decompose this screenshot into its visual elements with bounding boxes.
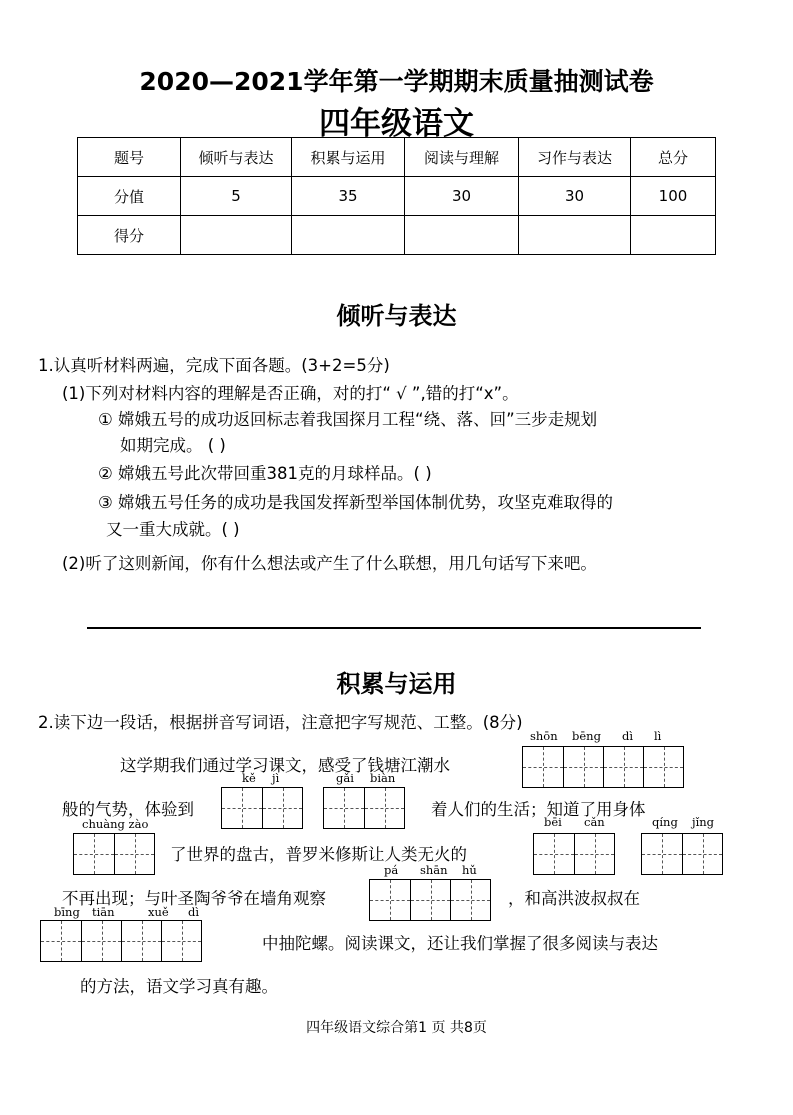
paragraph-line-4b: ，和高洪波叔叔在 bbox=[508, 889, 640, 908]
page-footer: 四年级语文综合第1 页 共8页 bbox=[306, 1020, 487, 1036]
paragraph-line-2b: 着人们的生活；知道了用身体 bbox=[431, 800, 646, 819]
score-entry-cell[interactable] bbox=[405, 216, 519, 255]
writing-cell[interactable] bbox=[81, 921, 121, 961]
writing-grid[interactable] bbox=[73, 833, 155, 875]
score-table-value-row bbox=[78, 177, 716, 216]
writing-cell[interactable] bbox=[643, 747, 683, 787]
table-cell: 5 bbox=[181, 177, 292, 216]
pinyin: pá bbox=[384, 863, 399, 877]
writing-cell[interactable] bbox=[642, 834, 682, 874]
paragraph-line-3: 了世界的盘古，普罗米修斯让人类无火的 bbox=[170, 845, 467, 864]
writing-cell[interactable] bbox=[450, 880, 490, 920]
pinyin: shōn bbox=[530, 729, 558, 743]
writing-cell[interactable] bbox=[523, 747, 563, 787]
question-1-2: (2)听了这则新闻，你有什么想法或产生了什么联想，用几句话写下来吧。 bbox=[62, 554, 597, 573]
item-1-line-2: 如期完成。 ( ) bbox=[120, 436, 226, 455]
table-cell: 35 bbox=[292, 177, 405, 216]
pinyin: jǐng bbox=[692, 815, 715, 829]
writing-cell[interactable] bbox=[682, 834, 722, 874]
score-table-header-row bbox=[78, 138, 716, 177]
writing-grid[interactable] bbox=[40, 920, 202, 962]
table-cell: 题号 bbox=[78, 138, 181, 177]
table-cell: 30 bbox=[519, 177, 631, 216]
score-table bbox=[77, 137, 716, 255]
writing-grid[interactable] bbox=[533, 833, 615, 875]
writing-cell[interactable] bbox=[222, 788, 262, 828]
paragraph-line-6: 的方法，语文学习真有趣。 bbox=[80, 977, 278, 996]
item-3-line-2: 又一重大成就。( ) bbox=[106, 520, 240, 539]
table-cell: 得分 bbox=[78, 216, 181, 255]
writing-grid[interactable] bbox=[641, 833, 723, 875]
writing-cell[interactable] bbox=[410, 880, 450, 920]
pinyin: bēng bbox=[572, 729, 601, 743]
writing-cell[interactable] bbox=[364, 788, 404, 828]
score-table-score-row bbox=[78, 216, 716, 255]
pinyin: biàn bbox=[370, 771, 396, 785]
pinyin: xuě bbox=[148, 905, 169, 919]
exam-title: 2020—2021学年第一学期期末质量抽测试卷 bbox=[139, 67, 654, 96]
table-cell: 倾听与表达 bbox=[181, 138, 292, 177]
pinyin: cǎn bbox=[584, 815, 605, 829]
paragraph-line-4a: 不再出现；与叶圣陶爷爷在墙角观察 bbox=[62, 889, 326, 908]
section-title-accumulation: 积累与运用 bbox=[336, 670, 457, 698]
table-cell: 分值 bbox=[78, 177, 181, 216]
writing-grid[interactable] bbox=[221, 787, 303, 829]
writing-cell[interactable] bbox=[534, 834, 574, 874]
pinyin: tiān bbox=[92, 905, 115, 919]
writing-cell[interactable] bbox=[563, 747, 603, 787]
answer-line[interactable] bbox=[87, 627, 701, 629]
paragraph-line-5: 中抽陀螺。阅读课文，还让我们掌握了很多阅读与表达 bbox=[262, 934, 658, 953]
exam-subtitle: 四年级语文 bbox=[319, 106, 474, 142]
table-cell: 30 bbox=[405, 177, 519, 216]
section-title-listening: 倾听与表达 bbox=[336, 302, 457, 330]
writing-cell[interactable] bbox=[41, 921, 81, 961]
pinyin: shān bbox=[420, 863, 448, 877]
writing-cell[interactable] bbox=[262, 788, 302, 828]
item-3-line-1: ③ 嫦娥五号任务的成功是我国发挥新型举国体制优势，攻坚克难取得的 bbox=[98, 493, 614, 512]
pinyin: bīng bbox=[54, 905, 80, 919]
score-entry-cell[interactable] bbox=[181, 216, 292, 255]
score-entry-cell[interactable] bbox=[292, 216, 405, 255]
pinyin: hǔ bbox=[462, 863, 477, 877]
score-entry-cell[interactable] bbox=[519, 216, 631, 255]
writing-cell[interactable] bbox=[74, 834, 114, 874]
question-1: 1.认真听材料两遍，完成下面各题。(3+2=5分) bbox=[38, 356, 390, 375]
table-cell: 习作与表达 bbox=[519, 138, 631, 177]
writing-cell[interactable] bbox=[574, 834, 614, 874]
pinyin: dì bbox=[188, 905, 200, 919]
table-cell: 阅读与理解 bbox=[405, 138, 519, 177]
score-entry-cell[interactable] bbox=[631, 216, 716, 255]
item-2: ② 嫦娥五号此次带回重381克的月球样品。( ) bbox=[98, 464, 432, 483]
table-cell: 100 bbox=[631, 177, 716, 216]
writing-grid[interactable] bbox=[522, 746, 684, 788]
question-1-1: (1)下列对材料内容的理解是否正确，对的打“ √ ”,错的打“x”。 bbox=[62, 384, 519, 403]
writing-grid[interactable] bbox=[369, 879, 491, 921]
pinyin: qíng bbox=[652, 815, 678, 829]
writing-cell[interactable] bbox=[324, 788, 364, 828]
paragraph-line-2a: 般的气势，体验到 bbox=[62, 800, 194, 819]
pinyin: jì bbox=[272, 771, 280, 785]
table-cell: 总分 bbox=[631, 138, 716, 177]
pinyin: gǎi bbox=[336, 771, 354, 785]
pinyin: bēi bbox=[544, 815, 562, 829]
item-1-line-1: ① 嫦娥五号的成功返回标志着我国探月工程“绕、落、回”三步走规划 bbox=[98, 410, 598, 429]
question-2: 2.读下边一段话，根据拼音写词语，注意把字写规范、工整。(8分) bbox=[38, 713, 523, 732]
writing-cell[interactable] bbox=[121, 921, 161, 961]
pinyin: lì bbox=[654, 729, 662, 743]
writing-cell[interactable] bbox=[370, 880, 410, 920]
writing-grid[interactable] bbox=[323, 787, 405, 829]
pinyin: dì bbox=[622, 729, 634, 743]
paragraph-line-1: 这学期我们通过学习课文，感受了钱塘江潮水 bbox=[120, 756, 450, 775]
writing-cell[interactable] bbox=[161, 921, 201, 961]
pinyin: chuàng zào bbox=[82, 817, 149, 831]
writing-cell[interactable] bbox=[603, 747, 643, 787]
pinyin: kě bbox=[242, 771, 256, 785]
table-cell: 积累与运用 bbox=[292, 138, 405, 177]
writing-cell[interactable] bbox=[114, 834, 154, 874]
